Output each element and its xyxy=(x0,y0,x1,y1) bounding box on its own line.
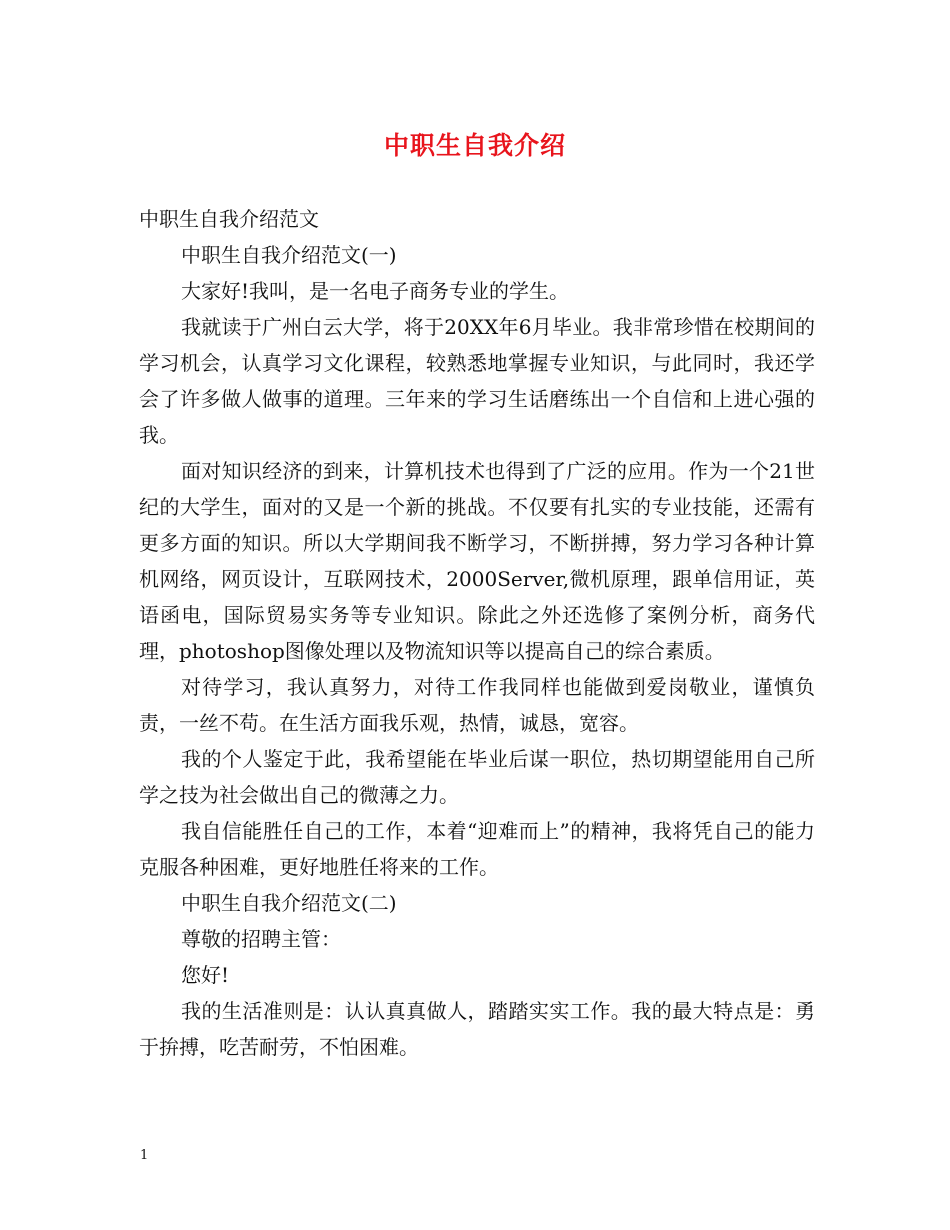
paragraph-heading: 中职生自我介绍范文 xyxy=(139,207,319,231)
paragraph-principles: 我的生活准则是：认认真真做人，踏踏实实工作。我的最大特点是：勇于拚搏，吃苦耐劳，不怕困难。 xyxy=(139,999,815,1059)
paragraph-greeting: 大家好!我叫，是一名电子商务专业的学生。 xyxy=(181,279,570,303)
paragraph-education: 我就读于广州白云大学，将于20XX年6月毕业。我非常珍惜在校期间的学习机会，认真学习文化课程，较熟悉地掌握专业知识，与此同时，我还学会了许多做人做事的道理。三年来的学习生话磨练出一个自信和上进心强的我。 xyxy=(139,315,815,447)
document-title: 中职生自我介绍 xyxy=(383,131,566,160)
page-number: 1 xyxy=(140,1148,149,1163)
paragraph-salutation: 尊敬的招聘主管： xyxy=(181,927,341,951)
document-body xyxy=(139,201,815,1065)
paragraph-skills: 面对知识经济的到来，计算机技术也得到了广泛的应用。作为一个21世纪的大学生，面对的又是一个新的挑战。不仅要有扎实的专业技能，还需有更多方面的知识。所以大学期间我不断学习，不断拼搏，努力学习各种计算机网络，网页设计，互联网技术，2000Server,微机原理，跟单信用证，英语函电，国际贸易实务等专业知识。除此之外还选修了案例分析，商务代理，photoshop图像处理以及物流知识等以提高自己的综合素质。 xyxy=(139,459,815,663)
paragraph-attitude: 对待学习，我认真努力，对待工作我同样也能做到爱岗敬业，谨慎负责，一丝不苟。在生活方面我乐观，热情，诚恳，宽容。 xyxy=(139,675,815,735)
paragraph-section-two-heading: 中职生自我介绍范文(二) xyxy=(181,891,397,915)
paragraph-goal: 我的个人鉴定于此，我希望能在毕业后谋一职位，热切期望能用自己所学之技为社会做出自己的微薄之力。 xyxy=(139,747,815,807)
paragraph-hello: 您好! xyxy=(181,963,230,987)
paragraph-confidence: 我自信能胜任自己的工作，本着“迎难而上”的精神，我将凭自己的能力克服各种困难，更好地胜任将来的工作。 xyxy=(139,819,815,879)
paragraph-section-one-heading: 中职生自我介绍范文(一) xyxy=(181,243,397,267)
